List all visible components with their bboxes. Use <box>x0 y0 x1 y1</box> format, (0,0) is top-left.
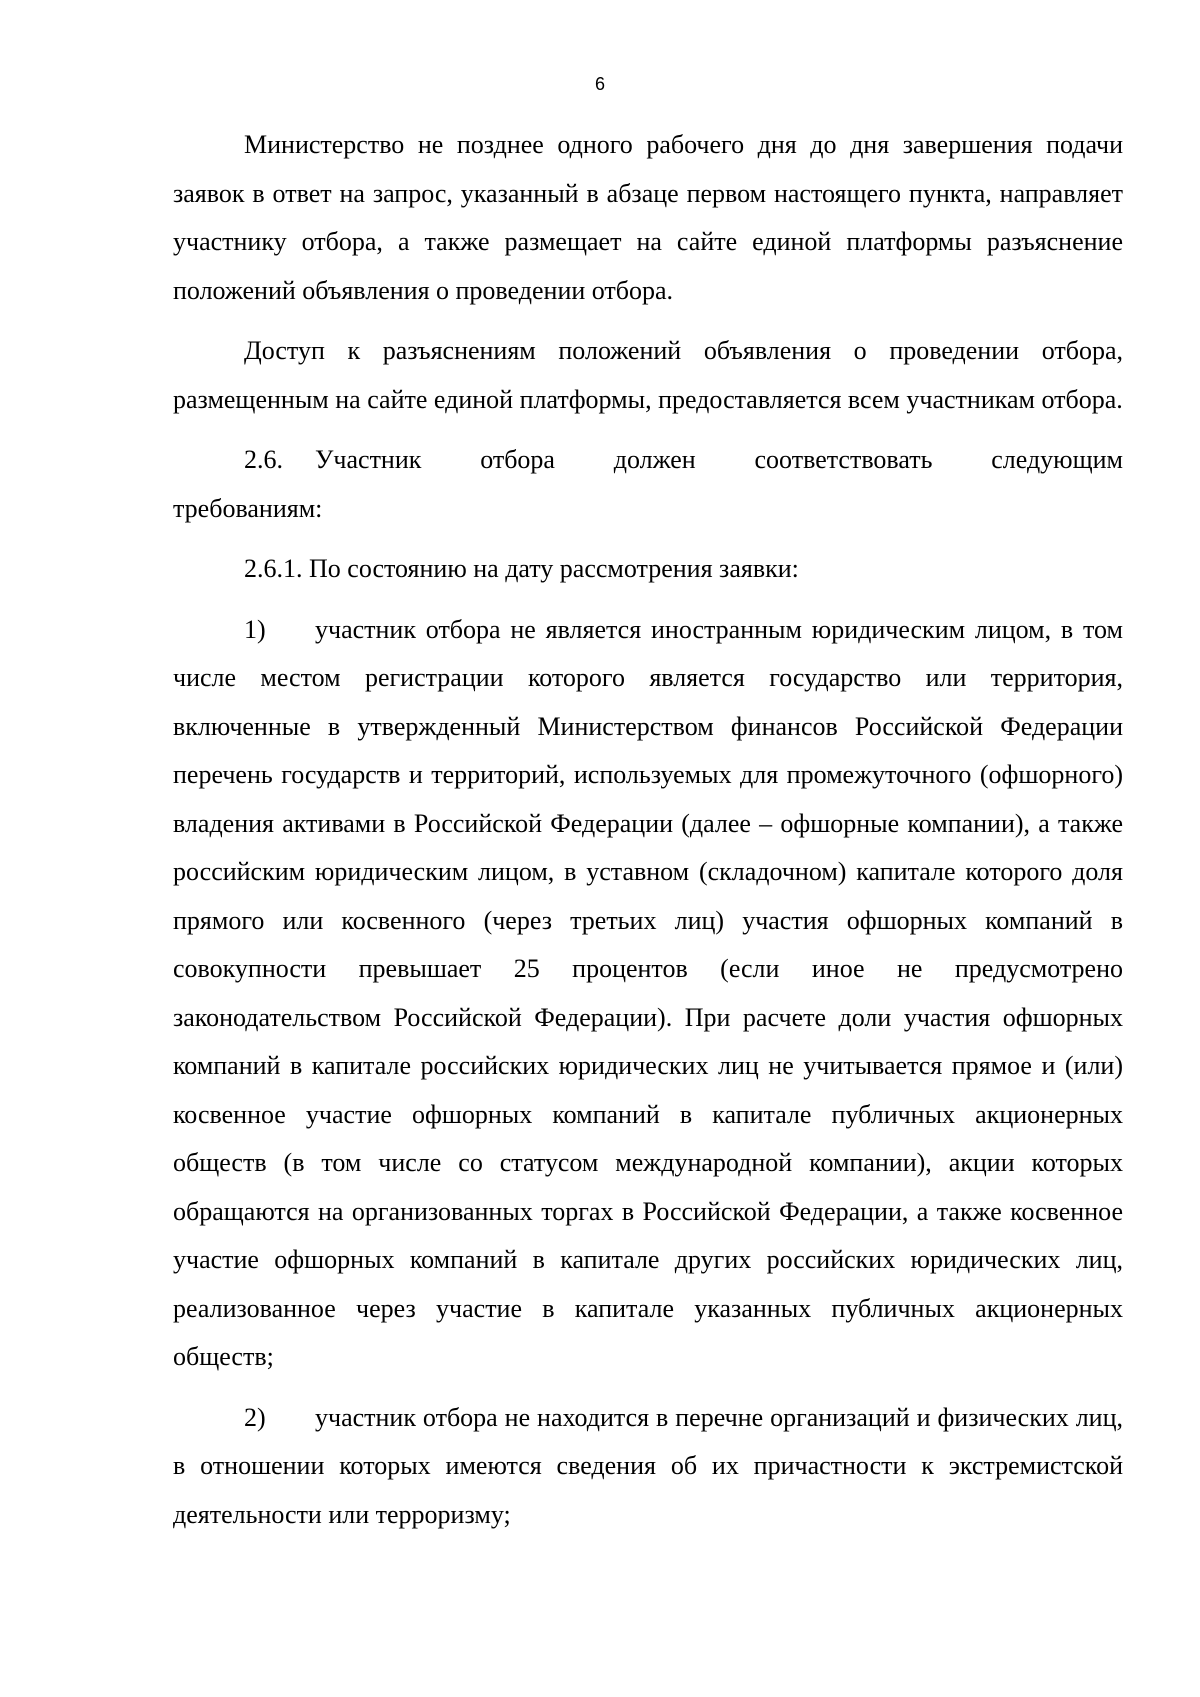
paragraph-ministry-clarification: Министерство не позднее одного рабочего дня до дня завершения подачи заявок в ответ на запрос, указанный в абзаце первом настоящего пункта, направляет участнику отбора, а также размещает на сайте единой платформы разъяснение положений объявления о проведении отбора. <box>173 130 1123 305</box>
list-item-text: участник отбора не находится в перечне организаций и физических лиц, в отношении которых имеются сведения об их причастности к экстремистской деятельности или терроризму; <box>173 1402 1123 1529</box>
paragraph-access-clarifications: Доступ к разъяснениям положений объявления о проведении отбора, размещенным на сайте единой платформы, предоставляется всем участникам отбора. <box>173 336 1123 414</box>
list-item-text: участник отбора не является иностранным юридическим лицом, в том числе местом регистрации которого является государство или территория, включенные в утвержденный Министерством финансов Российской Федерации перечень государств и территорий, используемых для промежуточного (офшорного) владения активами в Российской Федерации (далее – офшорные компании), а также российским юридическим лицом, в уставном (складочном) капитале которого доля прямого или косвенного (через третьих лиц) участия офшорных компаний в совокупности превышает 25 процентов (если иное не предусмотрено законодательством Российской Федерации). При расчете доли участия офшорных компаний в капитале российских юридических лиц не учитывается прямое и (или) косвенное участие офшорных компаний в капитале публичных акционерных обществ (в том числе со статусом международной компании), акции которых обращаются на организованных торгах в Российской Федерации, а также косвенное участие офшорных компаний в капитале других российских юридических лиц, реализованное через участие в капитале указанных публичных акционерных обществ; <box>173 614 1123 1371</box>
paragraph-section-2-6-1: 2.6.1. По состоянию на дату рассмотрения заявки: <box>244 554 799 583</box>
document-body <box>173 121 1123 1551</box>
section-2-6-text: Участник отбора должен соответствовать следующим <box>315 445 1123 474</box>
section-number: 2.6. <box>244 445 283 474</box>
list-item-1 <box>173 606 1123 1382</box>
list-item-number: 2) <box>244 1402 266 1432</box>
list-item-2 <box>173 1394 1123 1540</box>
list-item-number: 1) <box>244 614 266 644</box>
paragraph-section-2-6-continuation: требованиям: <box>173 493 323 523</box>
page-number: 6 <box>594 74 605 94</box>
paragraph-section-2-6 <box>173 436 1123 485</box>
